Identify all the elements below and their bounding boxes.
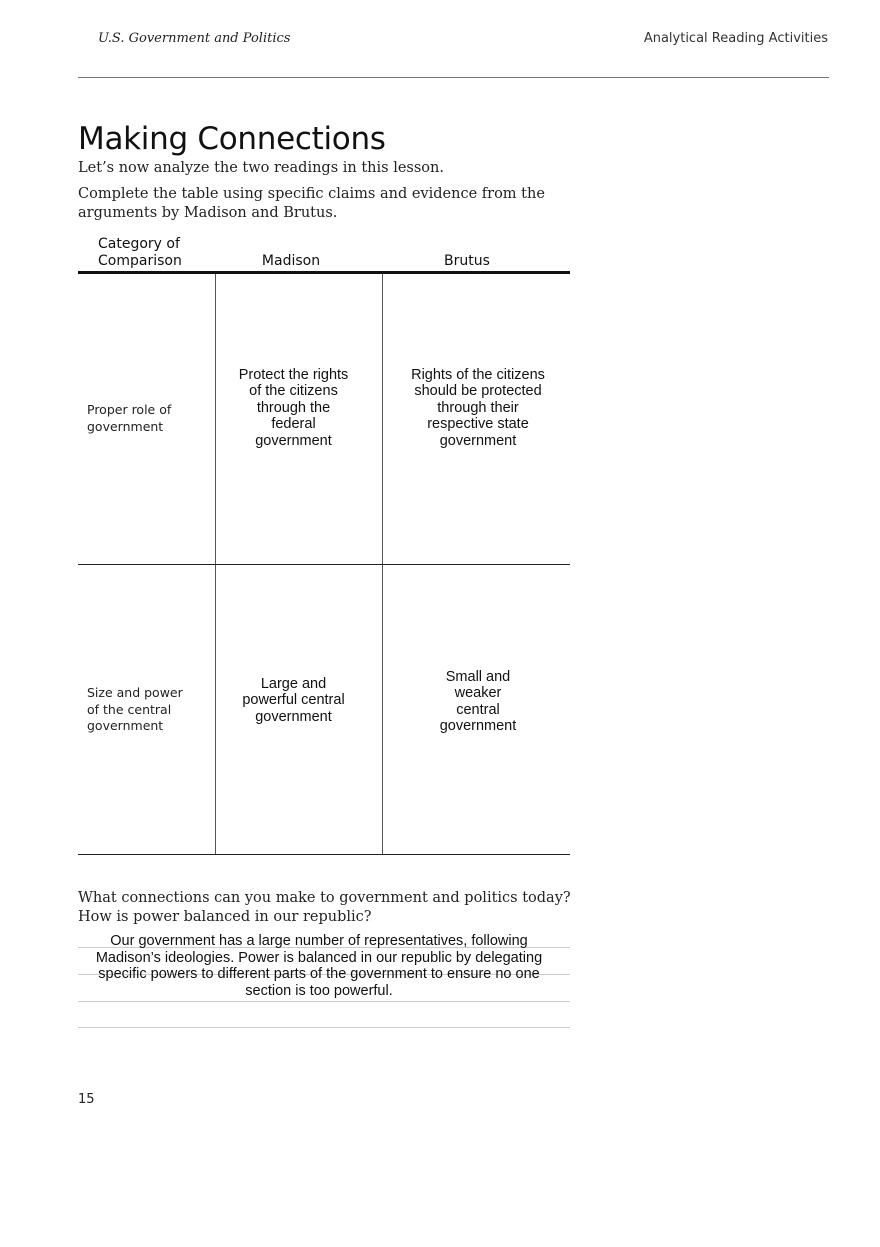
header-divider <box>78 77 829 78</box>
column-header-category: Category of Comparison <box>98 236 182 269</box>
madison-answer-cell[interactable]: Large and powerful central government <box>242 676 345 725</box>
brutus-answer-cell[interactable]: Rights of the citizens should be protected through their respective state government <box>411 367 545 449</box>
row-category-cell: Size and power of the central government <box>87 685 183 733</box>
column-header-brutus: Brutus <box>444 253 490 269</box>
intro-text: Let’s now analyze the two readings in this lesson. <box>78 160 444 176</box>
madison-answer-cell[interactable]: Protect the rights of the citizens through the federal government <box>238 367 349 449</box>
reflection-question: What connections can you make to government and politics today? How is power balanced in our republic? <box>78 890 571 925</box>
table-bottom-rule <box>78 854 570 855</box>
table-row-divider <box>78 564 570 565</box>
answer-line <box>78 1001 570 1002</box>
page-number: 15 <box>78 1092 95 1107</box>
reflection-answer[interactable]: Our government has a large number of representatives, following Madison’s ideologies. Power is balanced in our republic by delegating specific powers to different parts of the government to ensure no one section is too powerful. <box>95 933 543 1000</box>
row-category-cell: Proper role of government <box>87 402 172 434</box>
answer-line <box>78 1027 570 1028</box>
instructions-text: Complete the table using specific claims and evidence from the arguments by Madison and Brutus. <box>78 186 545 221</box>
running-header-title: U.S. Government and Politics <box>98 31 291 46</box>
table-header-rule <box>78 271 570 274</box>
page-title: Making Connections <box>78 121 386 157</box>
brutus-answer-cell[interactable]: Small and weaker central government <box>439 669 517 735</box>
column-header-madison: Madison <box>261 253 321 269</box>
running-header-section: Analytical Reading Activities <box>643 31 828 46</box>
